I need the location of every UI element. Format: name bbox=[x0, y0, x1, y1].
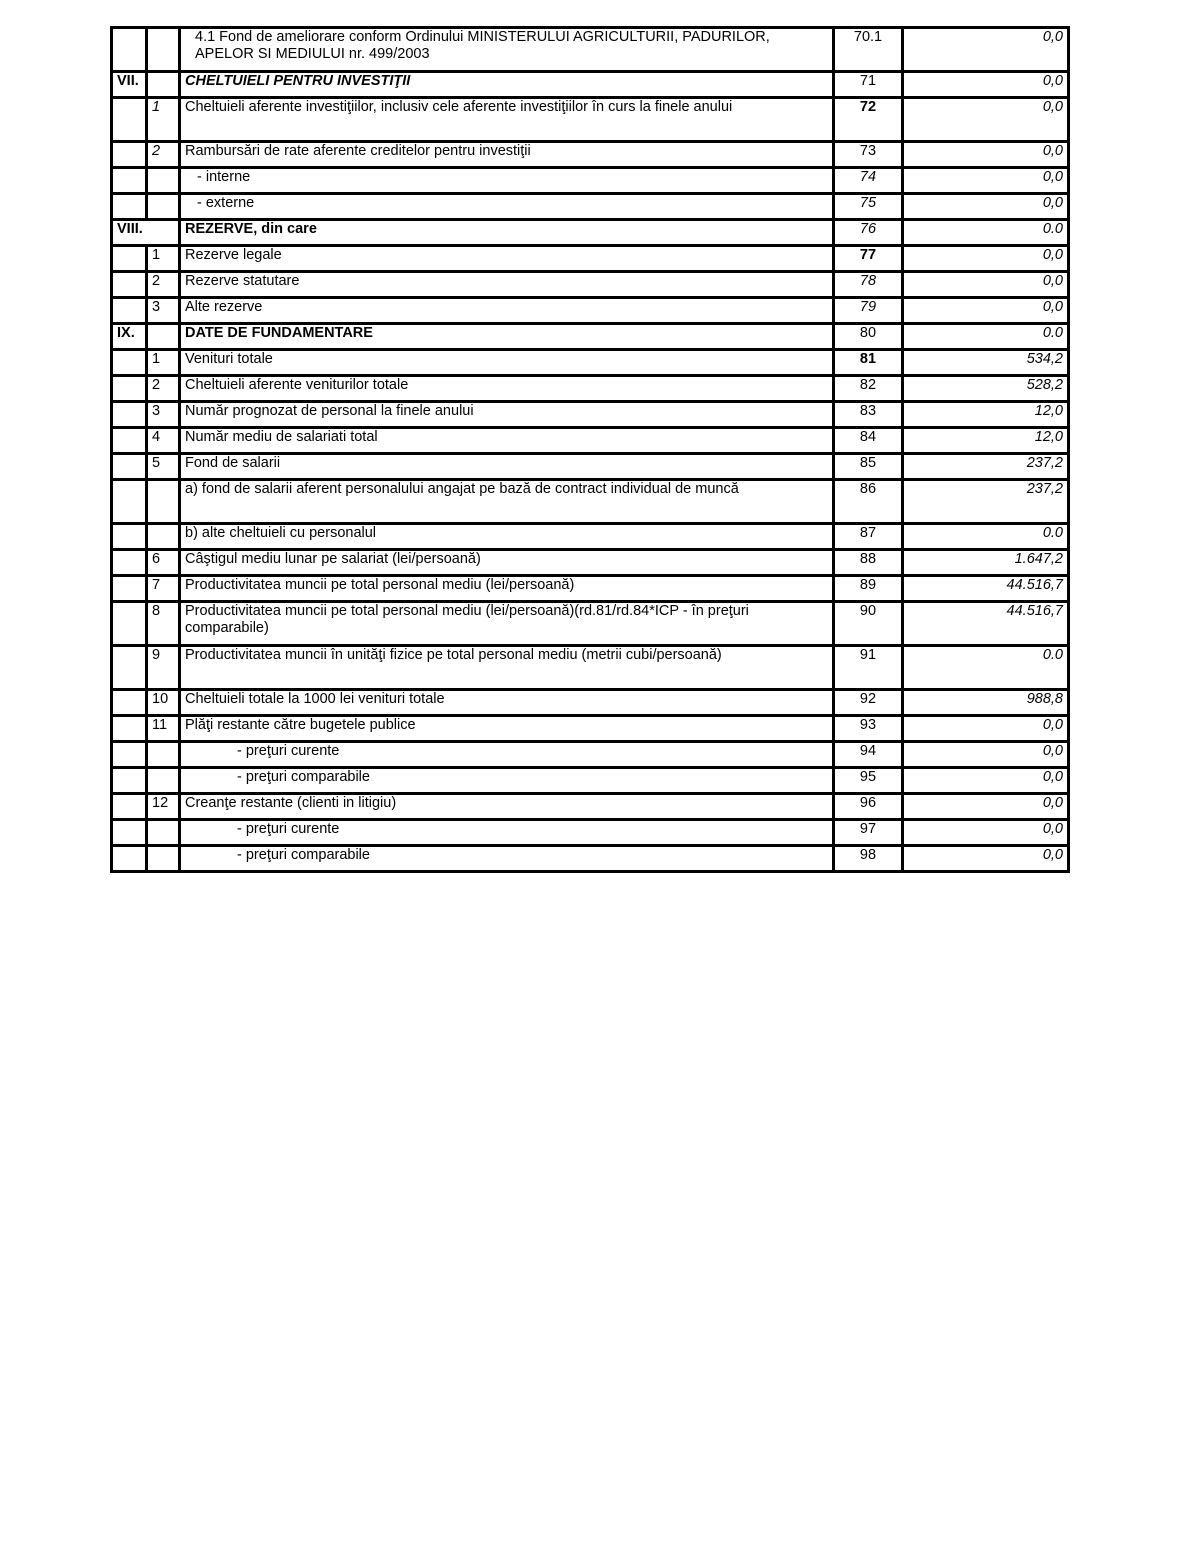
row-code-cell: 95 bbox=[834, 768, 903, 794]
value-cell: 0,0 bbox=[903, 820, 1069, 846]
section-cell bbox=[112, 454, 147, 480]
section-cell bbox=[112, 350, 147, 376]
row-code-cell: 96 bbox=[834, 794, 903, 820]
description-cell: CHELTUIELI PENTRU INVESTIŢII bbox=[180, 72, 834, 98]
table-row bbox=[112, 716, 1069, 742]
item-number-cell: 5 bbox=[147, 454, 180, 480]
table-row bbox=[112, 298, 1069, 324]
row-code-cell: 70.1 bbox=[834, 28, 903, 72]
description-cell: Fond de salarii bbox=[180, 454, 834, 480]
section-cell bbox=[112, 98, 147, 142]
description-cell: Productivitatea muncii pe total personal mediu (lei/persoană)(rd.81/rd.84*ICP - în preţuri comparabile) bbox=[180, 602, 834, 646]
description-cell: Cheltuieli aferente investiţiilor, inclusiv cele aferente investiţiilor în curs la finele anului bbox=[180, 98, 834, 142]
description-cell: Număr mediu de salariati total bbox=[180, 428, 834, 454]
description-text: - preţuri comparabile bbox=[237, 847, 370, 863]
description-cell bbox=[180, 768, 834, 794]
row-code-cell: 79 bbox=[834, 298, 903, 324]
table-row bbox=[112, 168, 1069, 194]
description-cell: Plăţi restante către bugetele publice bbox=[180, 716, 834, 742]
value-cell: 0,0 bbox=[903, 716, 1069, 742]
table-row bbox=[112, 690, 1069, 716]
item-number-cell: 10 bbox=[147, 690, 180, 716]
table-row bbox=[112, 524, 1069, 550]
row-code-cell: 85 bbox=[834, 454, 903, 480]
item-number-cell bbox=[147, 742, 180, 768]
value-cell: 12,0 bbox=[903, 402, 1069, 428]
row-code-cell: 72 bbox=[834, 98, 903, 142]
section-cell: IX. bbox=[112, 324, 147, 350]
table-row bbox=[112, 794, 1069, 820]
description-cell: Creanţe restante (clienti in litigiu) bbox=[180, 794, 834, 820]
value-cell: 0,0 bbox=[903, 168, 1069, 194]
item-number-cell: 4 bbox=[147, 428, 180, 454]
value-cell: 0,0 bbox=[903, 142, 1069, 168]
row-code-cell: 75 bbox=[834, 194, 903, 220]
description-cell: Venituri totale bbox=[180, 350, 834, 376]
row-code-cell: 81 bbox=[834, 350, 903, 376]
section-cell bbox=[112, 846, 147, 872]
item-number-cell: 2 bbox=[147, 142, 180, 168]
item-number-cell bbox=[147, 524, 180, 550]
item-number-cell: 6 bbox=[147, 550, 180, 576]
section-cell bbox=[112, 272, 147, 298]
table-row bbox=[112, 350, 1069, 376]
item-number-cell bbox=[147, 194, 180, 220]
table-row bbox=[112, 324, 1069, 350]
item-number-cell bbox=[147, 480, 180, 524]
row-code-cell: 97 bbox=[834, 820, 903, 846]
value-cell: 44.516,7 bbox=[903, 602, 1069, 646]
value-cell: 237,2 bbox=[903, 480, 1069, 524]
table-row bbox=[112, 72, 1069, 98]
row-code-cell: 93 bbox=[834, 716, 903, 742]
item-number-cell bbox=[147, 168, 180, 194]
value-cell: 44.516,7 bbox=[903, 576, 1069, 602]
description-cell: b) alte cheltuieli cu personalul bbox=[180, 524, 834, 550]
table-row bbox=[112, 646, 1069, 690]
row-code-cell: 71 bbox=[834, 72, 903, 98]
item-number-cell: 3 bbox=[147, 298, 180, 324]
table-row bbox=[112, 550, 1069, 576]
value-cell: 0,0 bbox=[903, 72, 1069, 98]
value-cell: 0.0 bbox=[903, 524, 1069, 550]
row-code-cell: 84 bbox=[834, 428, 903, 454]
description-text: - preţuri curente bbox=[237, 821, 340, 837]
section-cell bbox=[112, 820, 147, 846]
description-text: - interne bbox=[197, 169, 251, 185]
value-cell: 0,0 bbox=[903, 846, 1069, 872]
value-cell: 1.647,2 bbox=[903, 550, 1069, 576]
section-cell bbox=[112, 550, 147, 576]
value-cell: 0,0 bbox=[903, 768, 1069, 794]
section-cell bbox=[112, 28, 147, 72]
value-cell: 0,0 bbox=[903, 794, 1069, 820]
description-cell: DATE DE FUNDAMENTARE bbox=[180, 324, 834, 350]
row-code-cell: 90 bbox=[834, 602, 903, 646]
section-cell bbox=[112, 194, 147, 220]
value-cell: 0.0 bbox=[903, 324, 1069, 350]
value-cell: 237,2 bbox=[903, 454, 1069, 480]
section-cell bbox=[112, 716, 147, 742]
section-cell bbox=[112, 246, 147, 272]
section-cell bbox=[112, 742, 147, 768]
section-cell bbox=[112, 602, 147, 646]
description-cell: Rezerve legale bbox=[180, 246, 834, 272]
section-cell bbox=[112, 142, 147, 168]
row-code-cell: 73 bbox=[834, 142, 903, 168]
row-code-cell: 92 bbox=[834, 690, 903, 716]
item-number-cell: 11 bbox=[147, 716, 180, 742]
value-cell: 0,0 bbox=[903, 246, 1069, 272]
description-text: - externe bbox=[197, 195, 255, 211]
row-code-cell: 89 bbox=[834, 576, 903, 602]
description-cell bbox=[180, 168, 834, 194]
table-row bbox=[112, 272, 1069, 298]
value-cell: 528,2 bbox=[903, 376, 1069, 402]
value-cell: 0,0 bbox=[903, 28, 1069, 72]
section-cell bbox=[112, 524, 147, 550]
value-cell: 0.0 bbox=[903, 646, 1069, 690]
description-cell: Productivitatea muncii pe total personal mediu (lei/persoană) bbox=[180, 576, 834, 602]
item-number-cell bbox=[147, 28, 180, 72]
value-cell: 534,2 bbox=[903, 350, 1069, 376]
item-number-cell: 12 bbox=[147, 794, 180, 820]
section-cell bbox=[112, 690, 147, 716]
table-row bbox=[112, 846, 1069, 872]
row-code-cell: 88 bbox=[834, 550, 903, 576]
description-text: 4.1 Fond de ameliorare conform Ordinului MINISTERULUI AGRICULTURII, PADURILOR, APELOR SI MEDIULUI nr. 499/2003 bbox=[195, 29, 770, 62]
table-row bbox=[112, 220, 1069, 246]
description-cell bbox=[180, 194, 834, 220]
table-row bbox=[112, 428, 1069, 454]
row-code-cell: 76 bbox=[834, 220, 903, 246]
table-row bbox=[112, 376, 1069, 402]
row-code-cell: 91 bbox=[834, 646, 903, 690]
section-cell bbox=[112, 376, 147, 402]
section-cell bbox=[112, 794, 147, 820]
row-code-cell: 82 bbox=[834, 376, 903, 402]
value-cell: 0,0 bbox=[903, 272, 1069, 298]
section-cell bbox=[112, 480, 147, 524]
item-number-cell: 1 bbox=[147, 350, 180, 376]
section-cell bbox=[112, 298, 147, 324]
description-cell: Alte rezerve bbox=[180, 298, 834, 324]
value-cell: 12,0 bbox=[903, 428, 1069, 454]
description-cell bbox=[180, 742, 834, 768]
description-cell: Cheltuieli aferente veniturilor totale bbox=[180, 376, 834, 402]
item-number-cell: 1 bbox=[147, 246, 180, 272]
description-cell: Număr prognozat de personal la finele anului bbox=[180, 402, 834, 428]
item-number-cell bbox=[147, 768, 180, 794]
section-cell bbox=[112, 402, 147, 428]
row-code-cell: 78 bbox=[834, 272, 903, 298]
row-code-cell: 83 bbox=[834, 402, 903, 428]
table-row bbox=[112, 602, 1069, 646]
item-number-cell bbox=[147, 820, 180, 846]
table-row bbox=[112, 194, 1069, 220]
table-row bbox=[112, 246, 1069, 272]
item-number-cell bbox=[147, 72, 180, 98]
table-row bbox=[112, 576, 1069, 602]
row-code-cell: 86 bbox=[834, 480, 903, 524]
value-cell: 0.0 bbox=[903, 220, 1069, 246]
item-number-cell bbox=[147, 324, 180, 350]
row-code-cell: 77 bbox=[834, 246, 903, 272]
value-cell: 0,0 bbox=[903, 194, 1069, 220]
item-number-cell: 9 bbox=[147, 646, 180, 690]
table-row bbox=[112, 142, 1069, 168]
description-cell: REZERVE, din care bbox=[180, 220, 834, 246]
item-number-cell: 3 bbox=[147, 402, 180, 428]
description-cell bbox=[180, 846, 834, 872]
description-cell: Cheltuieli totale la 1000 lei venituri totale bbox=[180, 690, 834, 716]
item-number-cell: 1 bbox=[147, 98, 180, 142]
description-cell: Câştigul mediu lunar pe salariat (lei/persoană) bbox=[180, 550, 834, 576]
item-number-cell: 2 bbox=[147, 376, 180, 402]
item-number-cell bbox=[147, 846, 180, 872]
section-cell: VII. bbox=[112, 72, 147, 98]
description-text: - preţuri comparabile bbox=[237, 769, 370, 785]
row-code-cell: 98 bbox=[834, 846, 903, 872]
description-cell bbox=[180, 28, 834, 72]
value-cell: 0,0 bbox=[903, 742, 1069, 768]
item-number-cell: 8 bbox=[147, 602, 180, 646]
row-code-cell: 87 bbox=[834, 524, 903, 550]
value-cell: 988,8 bbox=[903, 690, 1069, 716]
table-row bbox=[112, 402, 1069, 428]
section-cell bbox=[112, 576, 147, 602]
table-row bbox=[112, 742, 1069, 768]
table-row bbox=[112, 98, 1069, 142]
description-cell: Rezerve statutare bbox=[180, 272, 834, 298]
description-cell bbox=[180, 820, 834, 846]
description-cell: Rambursări de rate aferente creditelor pentru investiţii bbox=[180, 142, 834, 168]
section-cell: VIII. bbox=[112, 220, 180, 246]
section-cell bbox=[112, 646, 147, 690]
row-code-cell: 80 bbox=[834, 324, 903, 350]
section-cell bbox=[112, 768, 147, 794]
description-cell: Productivitatea muncii în unităţi fizice pe total personal mediu (metrii cubi/persoană) bbox=[180, 646, 834, 690]
table-row bbox=[112, 768, 1069, 794]
table-row bbox=[112, 28, 1069, 72]
description-cell: a) fond de salarii aferent personalului angajat pe bază de contract individual de muncă bbox=[180, 480, 834, 524]
row-code-cell: 74 bbox=[834, 168, 903, 194]
section-cell bbox=[112, 428, 147, 454]
value-cell: 0,0 bbox=[903, 298, 1069, 324]
budget-table bbox=[110, 26, 1070, 873]
table-row bbox=[112, 454, 1069, 480]
description-text: - preţuri curente bbox=[237, 743, 340, 759]
table-row bbox=[112, 820, 1069, 846]
item-number-cell: 7 bbox=[147, 576, 180, 602]
value-cell: 0,0 bbox=[903, 98, 1069, 142]
item-number-cell: 2 bbox=[147, 272, 180, 298]
row-code-cell: 94 bbox=[834, 742, 903, 768]
table-row bbox=[112, 480, 1069, 524]
section-cell bbox=[112, 168, 147, 194]
